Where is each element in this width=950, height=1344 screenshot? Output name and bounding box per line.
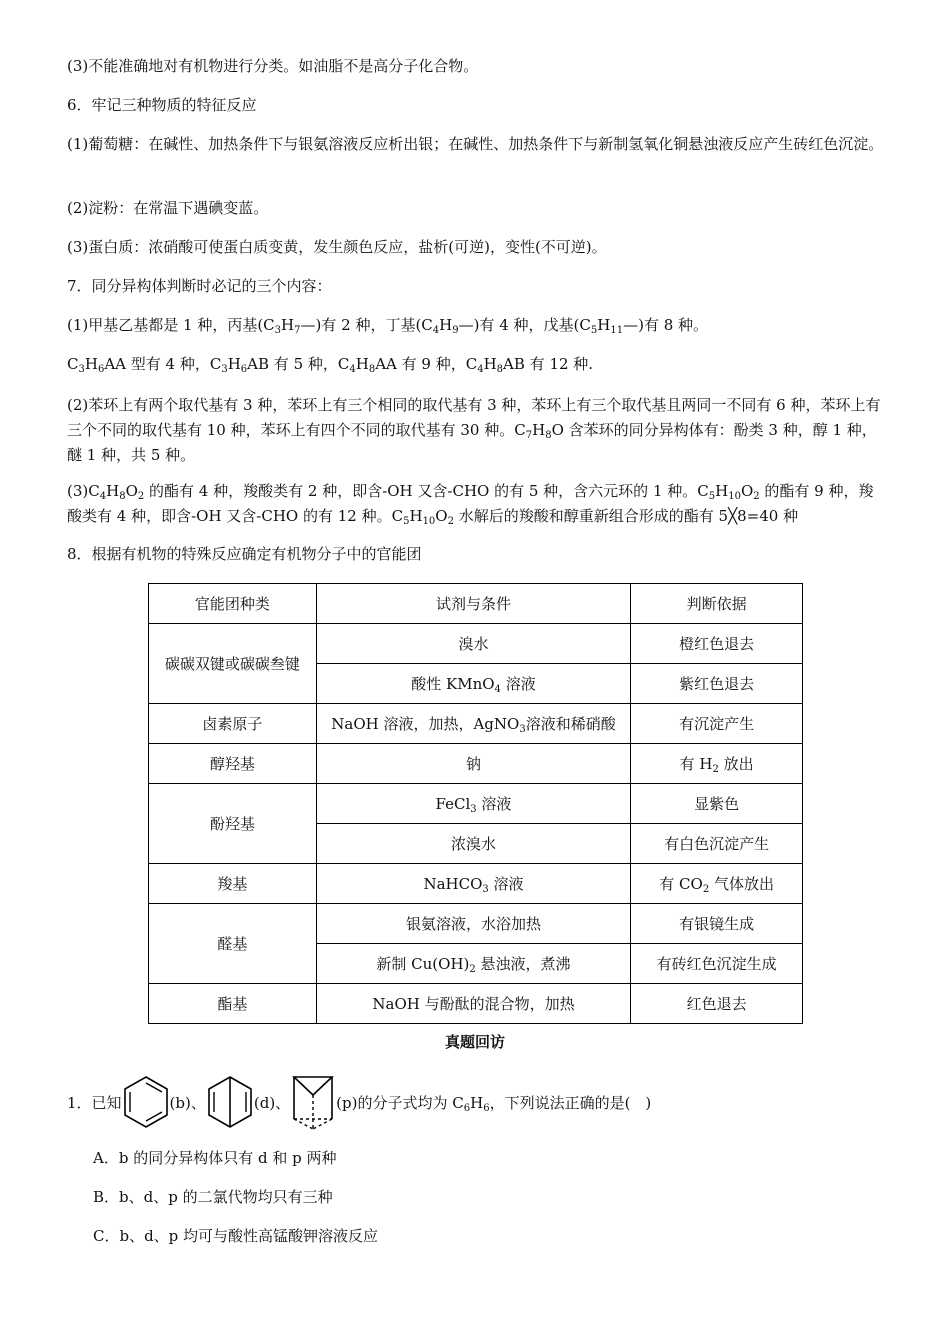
table-row	[149, 984, 803, 1024]
table-cell: 有 $H_2$ 放出	[631, 744, 803, 784]
question-1	[67, 1072, 651, 1132]
table-cell: 碳碳双键或碳碳叁键	[149, 624, 317, 704]
table-cell: 有白色沉淀产生	[631, 824, 803, 864]
question-text: 1．已知	[67, 1093, 122, 1112]
prismane-structure-icon	[290, 1073, 336, 1131]
table-cell: 有沉淀产生	[631, 704, 803, 744]
question-text: (d)、	[253, 1093, 291, 1112]
table-cell: 醛基	[149, 904, 317, 984]
table-cell: 有砖红色沉淀生成	[631, 944, 803, 984]
table-row	[149, 704, 803, 744]
table-header: 试剂与条件	[316, 584, 631, 624]
section-title: 真题回访	[444, 1033, 505, 1051]
paragraph: (2)淀粉：在常温下遇碘变蓝。	[67, 199, 269, 217]
table-cell: 浓溴水	[316, 824, 631, 864]
table-cell: 钠	[316, 744, 631, 784]
functional-group-table	[148, 583, 803, 1024]
table-cell: 有 $CO_2$ 气体放出	[631, 864, 803, 904]
table-cell: 红色退去	[631, 984, 803, 1024]
benzene-structure-icon	[122, 1073, 170, 1131]
option-c: C．b、d、p 均可与酸性高锰酸钾溶液反应	[93, 1227, 379, 1245]
table-cell: NaOH 与酚酞的混合物，加热	[316, 984, 631, 1024]
table-row	[149, 744, 803, 784]
table-cell: 酸性 KMnO$_4$ 溶液	[316, 664, 631, 704]
table-cell: 醇羟基	[149, 744, 317, 784]
dewar-benzene-structure-icon	[206, 1073, 254, 1131]
paragraph: (3)不能准确地对有机物进行分类。如油脂不是高分子化合物。	[67, 57, 479, 75]
table-header-row	[149, 584, 803, 624]
table-cell: 显紫色	[631, 784, 803, 824]
section-heading-8: 8．根据有机物的特殊反应确定有机物分子中的官能团	[67, 545, 422, 563]
table-cell: 有银镜生成	[631, 904, 803, 944]
table-cell: 银氨溶液，水浴加热	[316, 904, 631, 944]
table-cell: 羧基	[149, 864, 317, 904]
question-text: (p)的分子式均为 $C_6H_6$，下列说法正确的是( )	[336, 1093, 652, 1114]
table-row	[149, 624, 803, 664]
table-row	[149, 784, 803, 824]
table-cell: 橙红色退去	[631, 624, 803, 664]
paragraph: (3)蛋白质：浓硝酸可使蛋白质变黄，发生颜色反应，盐析(可逆)，变性(不可逆)。	[67, 238, 607, 256]
table-cell: FeCl$_3$ 溶液	[316, 784, 631, 824]
paragraph: (2)苯环上有两个取代基有 3 种，苯环上有三个相同的取代基有 3 种，苯环上有三个取代基且两同一不同有 6 种，苯环上有三个不同的取代基有 10 种，苯环上有四个不同的取代基有 30 种。$C_7H_8O$ 含苯环的同分异构体有：酚类 3 种，醇 1 种，醚 1 种，共 5 种。	[67, 396, 881, 464]
table-cell: NaHCO$_3$ 溶液	[316, 864, 631, 904]
table-row	[149, 904, 803, 944]
paragraph: $C_3H_6AA$ 型有 4 种，$C_3H_6AB$ 有 5 种，$C_4H_8AA$ 有 9 种，$C_4H_8AB$ 有 12 种.	[67, 355, 594, 375]
table-header: 官能团种类	[149, 584, 317, 624]
section-heading-6: 6．牢记三种物质的特征反应	[67, 96, 257, 114]
table-cell: NaOH 溶液，加热，AgNO$_3$溶液和稀硝酸	[316, 704, 631, 744]
table-cell: 新制 $Cu(OH)_2$ 悬浊液，煮沸	[316, 944, 631, 984]
table-cell: 卤素原子	[149, 704, 317, 744]
table-cell: 酯基	[149, 984, 317, 1024]
option-b: B．b、d、p 的二氯代物均只有三种	[93, 1188, 333, 1206]
option-a: A．b 的同分异构体只有 d 和 p 两种	[93, 1149, 337, 1167]
paragraph: (1)葡萄糖：在碱性、加热条件下与银氨溶液反应析出银；在碱性、加热条件下与新制氢氧化铜悬浊液反应产生砖红色沉淀。	[67, 135, 884, 153]
question-text: (b)、	[169, 1093, 206, 1112]
table-cell: 酚羟基	[149, 784, 317, 864]
paragraph: (1)甲基乙基都是 1 种，丙基$(C_3H_7—)$有 2 种，丁基$(C_4H_9—)$有 4 种，戊基$(C_5H_{11}—)$有 8 种。	[67, 316, 709, 336]
paragraph: $(3)C_4H_8O_2$ 的酯有 4 种，羧酸类有 2 种，即含-OH 又含-CHO 的有 5 种，含六元环的 1 种。$C_5H_{10}O_2$ 的酯有 9 种，羧酸类有 4 种，即含-OH 又含-CHO 的有 12 种。$C_5H_{10}O_2$ 水解后的羧酸和醇重新组合形成的酯有 5╳8=40 种	[67, 482, 874, 527]
table-header: 判断依据	[631, 584, 803, 624]
section-heading-7: 7．同分异构体判断时必记的三个内容：	[67, 277, 332, 295]
table-row	[149, 864, 803, 904]
table-cell: 溴水	[316, 624, 631, 664]
table-cell: 紫红色退去	[631, 664, 803, 704]
